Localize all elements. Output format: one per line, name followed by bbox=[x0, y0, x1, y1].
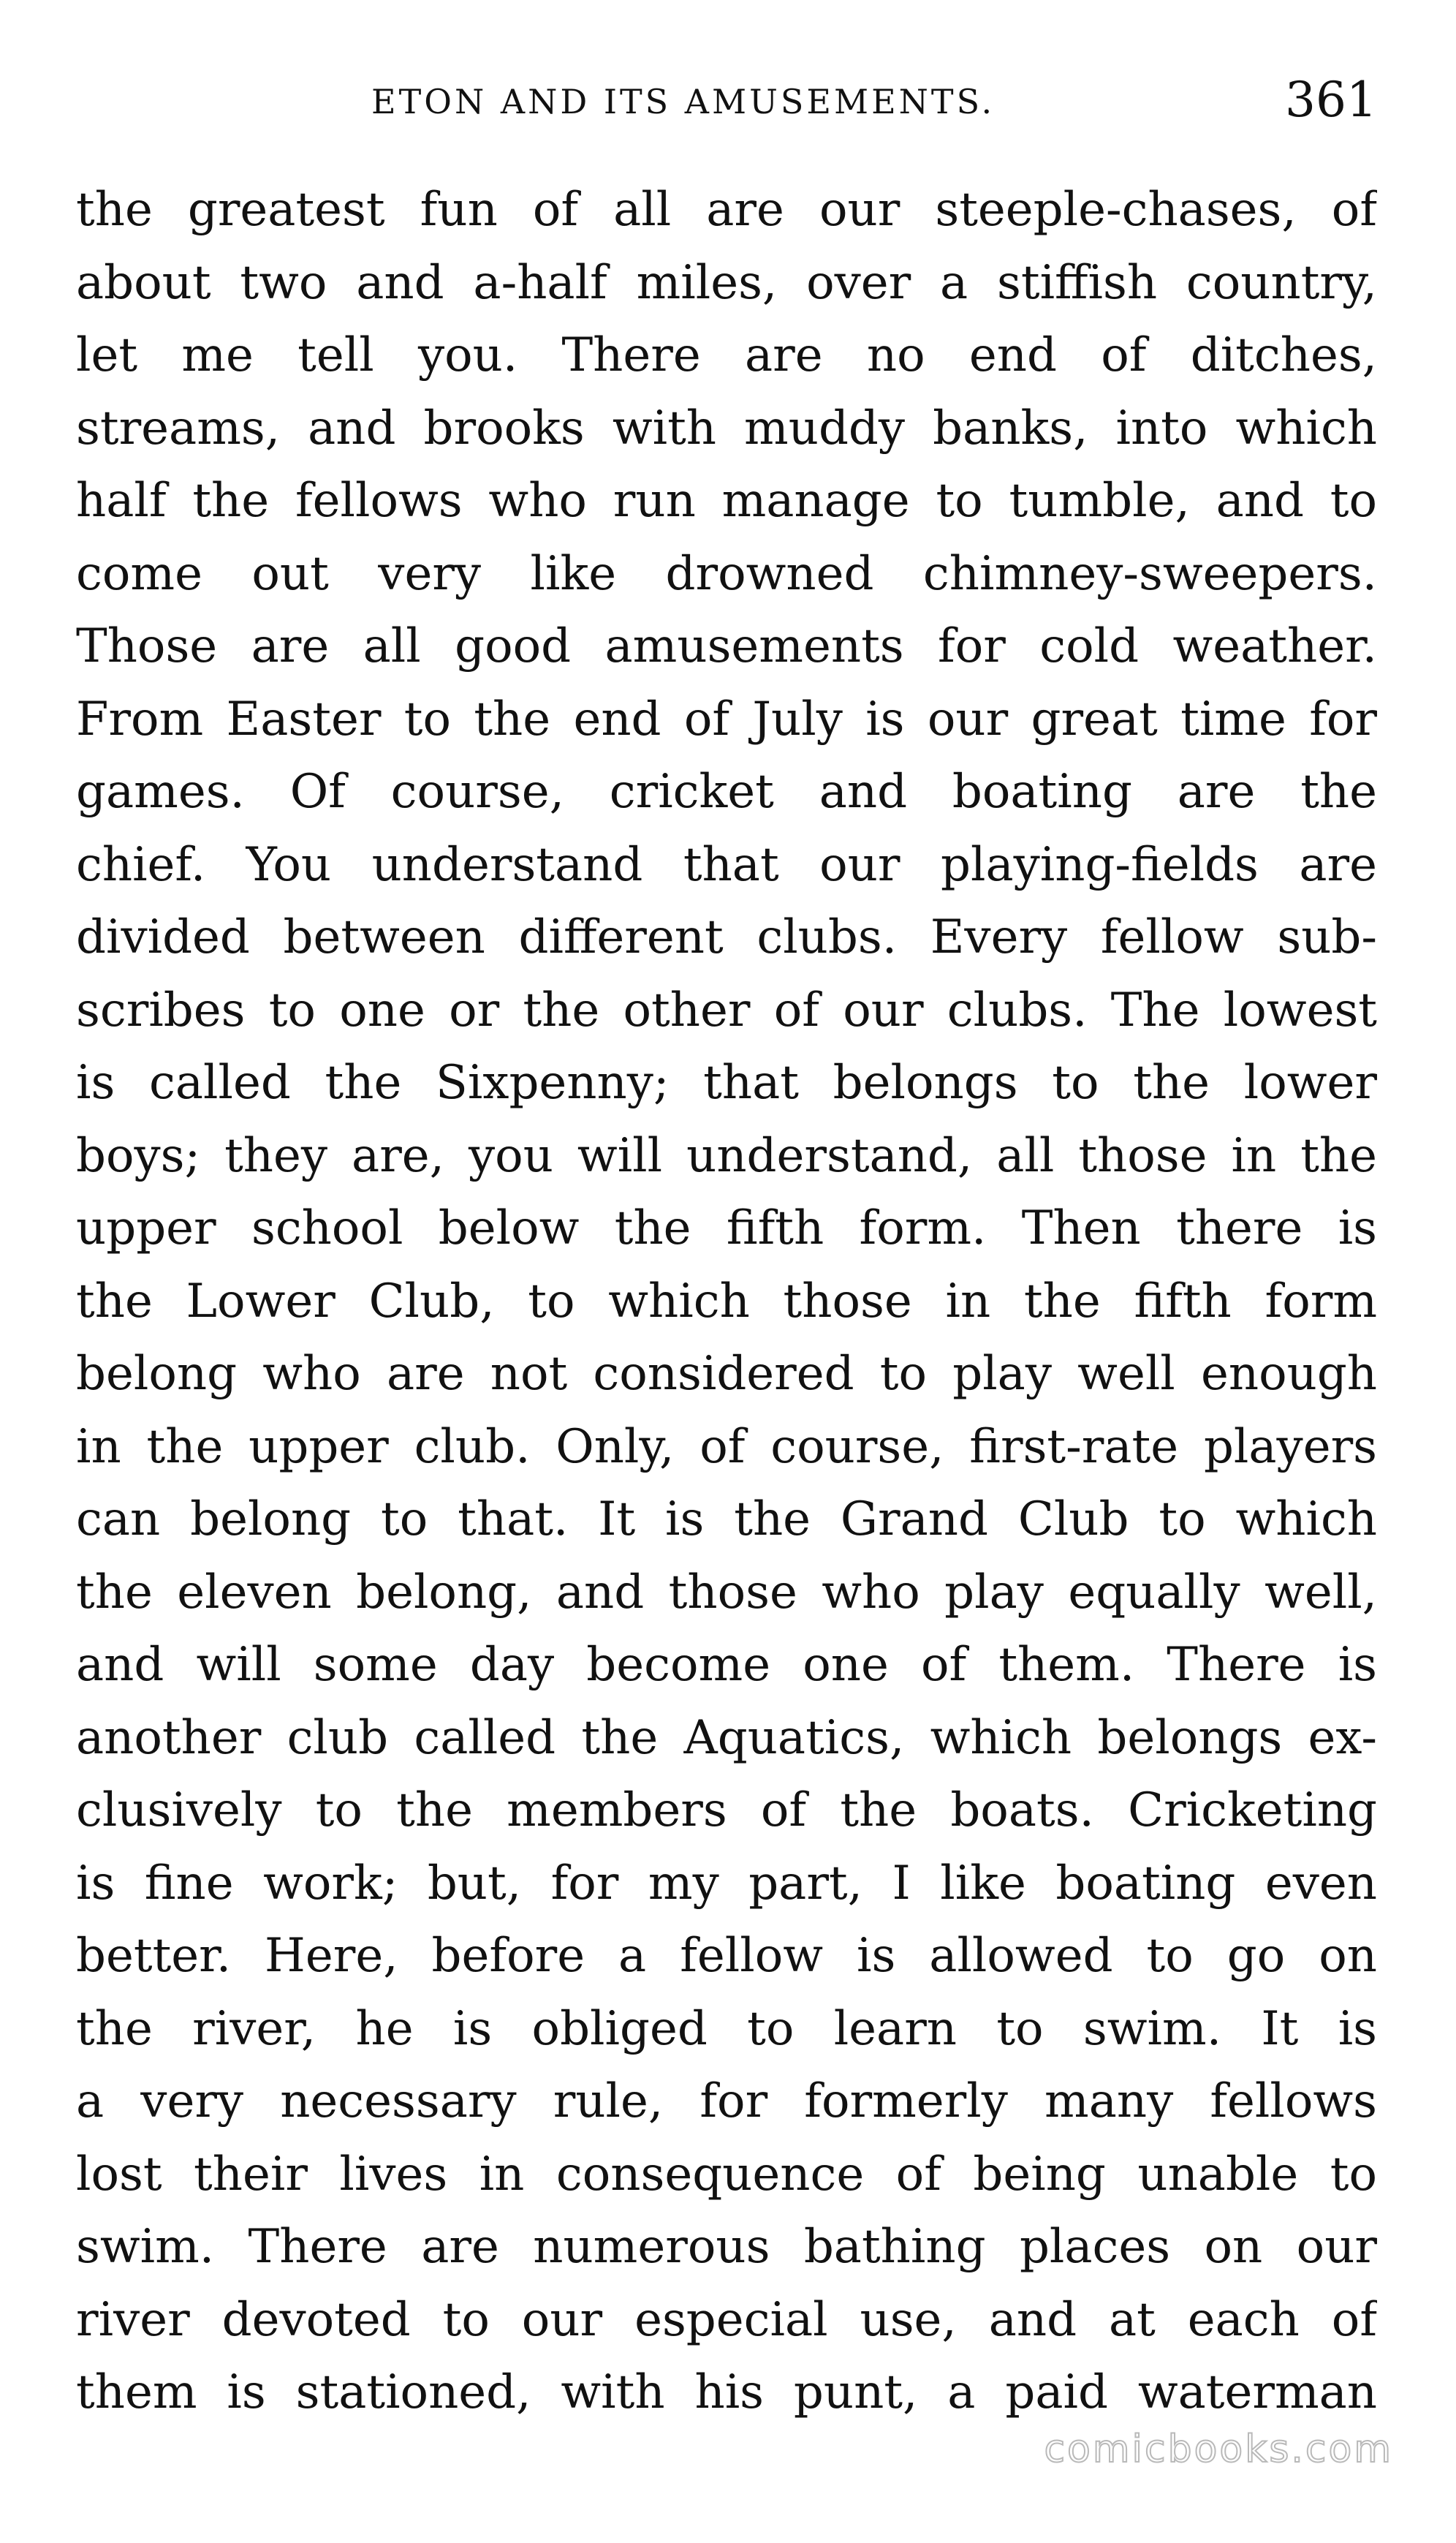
text-line: is called the Sixpenny; that belongs to the lower bbox=[76, 1056, 1377, 1110]
text-line: let me tell you. There are no end of ditches, bbox=[76, 328, 1377, 382]
text-line: swim. There are numerous bathing places on our bbox=[76, 2220, 1377, 2274]
text-line: chief. You understand that our playing-fields are bbox=[76, 837, 1377, 892]
running-head bbox=[76, 72, 1377, 133]
text-line: the greatest fun of all are our steeple-chases, of bbox=[76, 183, 1377, 237]
text-line: about two and a-half miles, over a stiffish country, bbox=[76, 255, 1377, 310]
text-line: is fine work; but, for my part, I like boating even bbox=[76, 1856, 1377, 1911]
text-line: the river, he is obliged to learn to swim. It is bbox=[76, 2001, 1377, 2056]
text-line: another club called the Aquatics, which belongs ex- bbox=[76, 1710, 1377, 1765]
text-line: better. Here, before a fellow is allowed to go on bbox=[76, 1929, 1377, 1983]
text-line: games. Of course, cricket and boating are the bbox=[76, 765, 1377, 819]
text-line: streams, and brooks with muddy banks, into which bbox=[76, 401, 1377, 456]
watermark: comicbooks.com bbox=[1044, 2427, 1393, 2471]
text-line: half the fellows who run manage to tumble, and to bbox=[76, 474, 1377, 528]
body-text bbox=[76, 174, 1377, 2430]
text-line: boys; they are, you will understand, all those in the bbox=[76, 1128, 1377, 1183]
text-line: the eleven belong, and those who play equally well, bbox=[76, 1565, 1377, 1620]
text-line: in the upper club. Only, of course, first-rate players bbox=[76, 1419, 1377, 1474]
text-line: Those are all good amusements for cold weather. bbox=[76, 619, 1377, 673]
text-line: clusively to the members of the boats. Cricketing bbox=[76, 1783, 1377, 1837]
page-number: 361 bbox=[1285, 72, 1377, 128]
text-line: belong who are not considered to play well enough bbox=[76, 1347, 1377, 1401]
running-title: ETON AND ITS AMUSEMENTS. bbox=[371, 82, 996, 121]
text-line: a very necessary rule, for formerly many fellows bbox=[76, 2074, 1377, 2128]
text-line: divided between different clubs. Every fellow sub- bbox=[76, 910, 1377, 964]
text-line: can belong to that. It is the Grand Club to which bbox=[76, 1492, 1377, 1546]
text-line: upper school below the fifth form. Then there is bbox=[76, 1201, 1377, 1255]
text-line: scribes to one or the other of our clubs. The lowest bbox=[76, 983, 1377, 1038]
text-line: From Easter to the end of July is our great time for bbox=[76, 692, 1377, 747]
text-line: and will some day become one of them. There is bbox=[76, 1638, 1377, 1692]
text-line: the Lower Club, to which those in the fifth form bbox=[76, 1274, 1377, 1329]
text-line: come out very like drowned chimney-sweepers. bbox=[76, 546, 1377, 601]
text-line: lost their lives in consequence of being unable to bbox=[76, 2147, 1377, 2202]
text-line: them is stationed, with his punt, a paid waterman bbox=[76, 2365, 1377, 2419]
text-line: river devoted to our especial use, and at each of bbox=[76, 2292, 1377, 2347]
